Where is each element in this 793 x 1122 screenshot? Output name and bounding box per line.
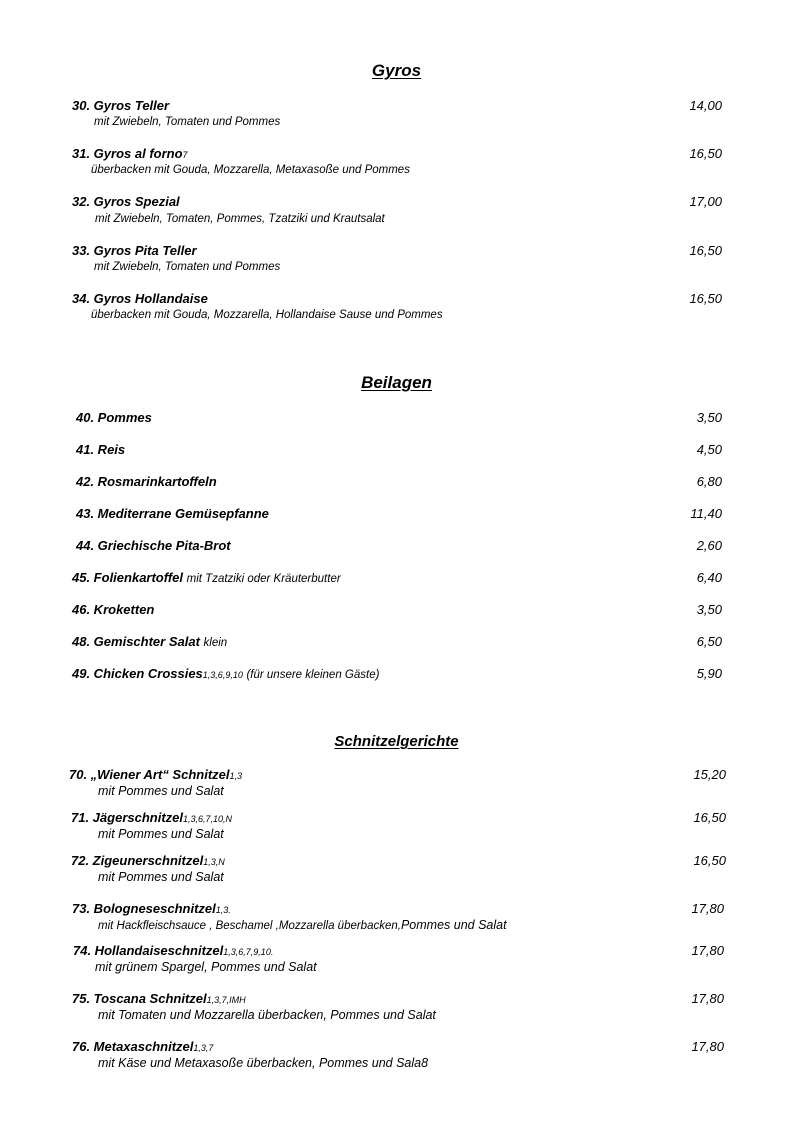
allergen-codes: 1,3 — [229, 771, 243, 781]
allergen-codes: 1,3,7 — [193, 1043, 214, 1053]
item-name: 75. Toscana Schnitzel — [72, 991, 207, 1006]
item-name: 43. Mediterrane Gemüsepfanne — [76, 506, 269, 521]
item-price: 11,40 — [690, 506, 722, 521]
item-price: 17,80 — [691, 991, 724, 1006]
item-price: 17,80 — [691, 943, 724, 958]
item-description: überbacken mit Gouda, Mozzarella, Hollandaise Sause und Pommes — [91, 309, 443, 321]
item-name: 42. Rosmarinkartoffeln — [76, 474, 217, 489]
item-price: 4,50 — [696, 442, 722, 457]
item-description-main: mit Hackfleischsauce , Beschamel ,Mozzarella überbacken, — [98, 920, 401, 932]
item-price: 17,80 — [691, 1039, 724, 1054]
item-price: 16,50 — [689, 146, 722, 161]
item-note: klein — [203, 637, 228, 649]
item-price: 16,50 — [693, 810, 726, 825]
section-title-schnitzel: Schnitzelgerichte — [334, 733, 459, 750]
allergen-codes: 1,3,6,7,10,N — [183, 814, 233, 824]
item-description-extra: Pommes und Salat — [400, 918, 507, 932]
item-name: 44. Griechische Pita-Brot — [76, 538, 231, 553]
allergen-codes: 1,3,6,7,9,10. — [223, 947, 274, 957]
item-price: 15,20 — [693, 767, 726, 782]
item-note: (für unsere kleinen Gäste) — [246, 669, 380, 681]
item-name: 33. Gyros Pita Teller — [72, 243, 197, 258]
item-name: 31. Gyros al forno — [72, 146, 183, 161]
item-name: 73. Bologneseschnitzel — [72, 901, 216, 916]
item-description: mit Zwiebeln, Tomaten und Pommes — [94, 116, 281, 128]
item-price: 6,50 — [696, 634, 722, 649]
allergen-codes: 1,3,6,9,10 — [202, 670, 243, 680]
item-name: 46. Kroketten — [72, 602, 155, 617]
allergen-codes: 1,3,N — [203, 857, 225, 867]
item-name: 49. Chicken Crossies — [72, 666, 203, 681]
item-price: 16,50 — [693, 853, 726, 868]
item-description: mit Pommes und Salat — [98, 827, 224, 841]
item-price: 2,60 — [696, 538, 722, 553]
item-description: mit Pommes und Salat — [98, 784, 224, 798]
item-price: 17,80 — [691, 901, 724, 916]
item-name: 45. Folienkartoffel — [72, 570, 184, 585]
allergen-codes: 1,3. — [215, 905, 231, 915]
item-price: 5,90 — [696, 666, 722, 681]
item-name: 71. Jägerschnitzel — [71, 810, 183, 825]
item-description: mit Käse und Metaxasoße überbacken, Pommes und Sala8 — [98, 1056, 429, 1070]
item-name: 72. Zigeunerschnitzel — [71, 853, 204, 868]
item-price: 17,00 — [689, 194, 722, 209]
item-name: 34. Gyros Hollandaise — [72, 291, 208, 306]
item-price: 6,40 — [696, 570, 722, 585]
section-title-gyros: Gyros — [371, 61, 422, 80]
item-note: mit Tzatziki oder Kräuterbutter — [186, 573, 341, 585]
section-title-beilagen: Beilagen — [361, 373, 432, 392]
item-name: 40. Pommes — [76, 410, 152, 425]
item-name: 76. Metaxaschnitzel — [72, 1039, 194, 1054]
item-price: 16,50 — [689, 291, 722, 306]
item-name: 32. Gyros Spezial — [72, 194, 180, 209]
item-price: 3,50 — [696, 602, 722, 617]
item-price: 14,00 — [689, 98, 722, 113]
item-name: 30. Gyros Teller — [72, 98, 170, 113]
item-name: 48. Gemischter Salat — [72, 634, 200, 649]
item-description: mit Zwiebeln, Tomaten, Pommes, Tzatziki und Krautsalat — [95, 213, 385, 225]
allergen-codes: 7 — [182, 150, 188, 160]
item-description: mit grünem Spargel, Pommes und Salat — [95, 960, 317, 974]
item-price: 6,80 — [696, 474, 722, 489]
item-price: 3,50 — [696, 410, 722, 425]
item-description: überbacken mit Gouda, Mozzarella, Metaxasoße und Pommes — [91, 164, 410, 176]
item-description: mit Tomaten und Mozzarella überbacken, Pommes und Salat — [98, 1008, 436, 1022]
item-description: mit Pommes und Salat — [98, 870, 224, 884]
allergen-codes: 1,3,7,IMH — [206, 995, 246, 1005]
item-name: 70. „Wiener Art“ Schnitzel — [69, 767, 230, 782]
item-name: 74. Hollandaiseschnitzel — [73, 943, 224, 958]
item-description — [98, 918, 507, 932]
item-description: mit Zwiebeln, Tomaten und Pommes — [94, 261, 281, 273]
item-name: 41. Reis — [76, 442, 126, 457]
item-price: 16,50 — [689, 243, 722, 258]
